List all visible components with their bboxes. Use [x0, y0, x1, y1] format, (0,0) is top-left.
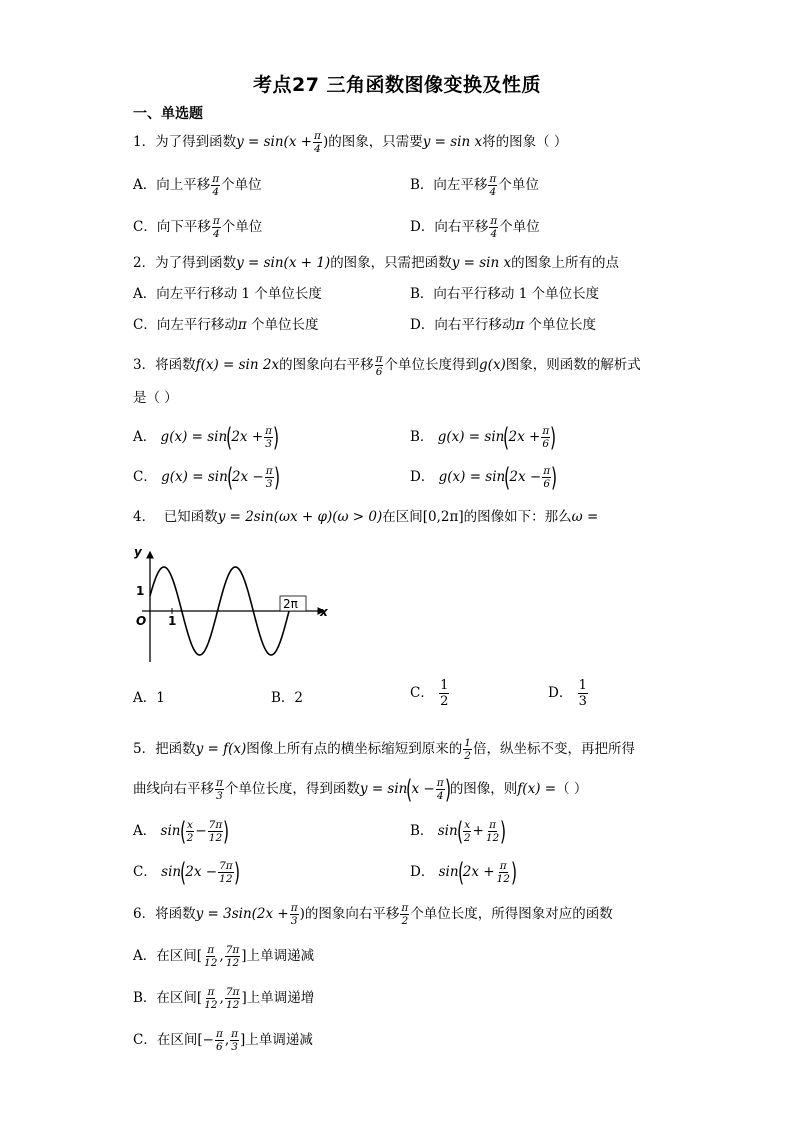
x-axis-label: x: [320, 605, 328, 619]
y-tick-label: 1: [136, 584, 145, 598]
q4-option-d[interactable]: D． $\frac{1}{3}$: [548, 678, 587, 709]
q5-line-2: 曲线向右平移 $\frac{\pi}{3}$ 个单位长度，得到函数y = sin(x − $\frac{\pi}{4}$ )的图像，则f(x) =（ ）: [133, 774, 588, 805]
page-title: 考点27 三角函数图像变换及性质: [252, 74, 542, 96]
q6-option-c[interactable]: C．在区间[− $\frac{\pi}{6}$ , $\frac{\pi}{3}$ ]上单调递减: [133, 1028, 313, 1053]
q4-option-b[interactable]: B．2: [271, 690, 304, 706]
q5-option-c[interactable]: C． sin(2x − $\frac{7\pi}{12}$ ): [133, 857, 240, 888]
section-heading: 一、单选题: [133, 106, 203, 122]
q1-option-a[interactable]: A．向上平移 $\frac{\pi}{4}$ 个单位: [133, 173, 262, 198]
q6-option-a[interactable]: A．在区间[ $\frac{\pi}{12}$ , $\frac{7\pi}{12}$ ]上单调递减: [133, 944, 315, 969]
question-3: 3．将函数f(x) = sin 2x的图象向右平移 $\frac{\pi}{6}$ 个单位长度得到g(x)图象，则函数的解析式: [133, 353, 641, 378]
q3-line-2: 是（ ）: [133, 390, 178, 406]
q1-option-d[interactable]: D．向右平移 $\frac{\pi}{4}$ 个单位: [410, 215, 540, 240]
y-axis-label: y: [134, 545, 142, 559]
q2-option-c[interactable]: C．向左平行移动π 个单位长度: [133, 317, 319, 333]
q1-option-c[interactable]: C．向下平移 $\frac{\pi}{4}$ 个单位: [133, 215, 263, 240]
origin-label: O: [136, 614, 147, 628]
q2-option-b[interactable]: B．向右平行移动 1 个单位长度: [410, 286, 600, 302]
q6-option-b[interactable]: B．在区间[ $\frac{\pi}{12}$ , $\frac{7\pi}{12}$ ]上单调递增: [133, 986, 315, 1011]
question-2: 2．为了得到函数y = sin(x + 1)的图象，只需把函数y = sin x的图象上所有的点: [133, 255, 620, 271]
q3-option-b[interactable]: B． g(x) = sin(2x + $\frac{\pi}{6}$ ): [410, 422, 557, 453]
q2-option-d[interactable]: D．向右平行移动π 个单位长度: [410, 317, 596, 333]
q5-option-d[interactable]: D． sin(2x + $\frac{\pi}{12}$ ): [410, 857, 518, 888]
q5-option-a[interactable]: A． sin( $\frac{x}{2}$ − $\frac{7\pi}{12}$ ): [133, 816, 230, 847]
question-6: 6．将函数y = 3sin(2x + $\frac{\pi}{3}$ )的图象向右平移 $\frac{\pi}{2}$ 个单位长度，所得图象对应的函数: [133, 902, 613, 927]
q4-option-a[interactable]: A．1: [133, 690, 165, 706]
q3-option-d[interactable]: D． g(x) = sin(2x − $\frac{\pi}{6}$ ): [410, 462, 558, 493]
two-pi-label: 2π: [283, 597, 298, 611]
q3-option-c[interactable]: C． g(x) = sin(2x − $\frac{\pi}{3}$ ): [133, 462, 280, 493]
q4-option-c[interactable]: C． $\frac{1}{2}$: [410, 678, 449, 709]
q2-option-a[interactable]: A．向左平行移动 1 个单位长度: [133, 286, 322, 302]
sine-graph: [128, 540, 338, 670]
q5-option-b[interactable]: B． sin( $\frac{x}{2}$ + $\frac{\pi}{12}$ ): [410, 816, 507, 847]
q1-option-b[interactable]: B．向左平移 $\frac{\pi}{4}$ 个单位: [410, 173, 539, 198]
x-tick-label: 1: [168, 614, 177, 628]
q1-number: 1．: [133, 134, 156, 150]
q1-formula-2: y = sin x: [422, 134, 483, 150]
q1-fraction: $\frac{\pi}{4}$: [314, 130, 321, 155]
q1-text: 为了得到函数: [155, 134, 237, 150]
q1-formula: y = sin(x +: [236, 134, 313, 150]
q3-option-a[interactable]: A． g(x) = sin(2x + $\frac{\pi}{3}$ ): [133, 422, 280, 453]
question-4: 4． 已知函数y = 2sin(ωx + φ)(ω > 0)在区间[0,2π]的图像如下：那么ω =: [133, 509, 599, 525]
question-1: 1．为了得到函数y = sin(x + $\frac{\pi}{4}$ )的图象，只需要y = sin x将的图象（ ）: [133, 130, 568, 155]
question-5: 5．把函数y = f(x)图像上所有点的横坐标缩短到原来的 $\frac{1}{2}$ 倍，纵坐标不变，再把所得: [133, 737, 635, 762]
